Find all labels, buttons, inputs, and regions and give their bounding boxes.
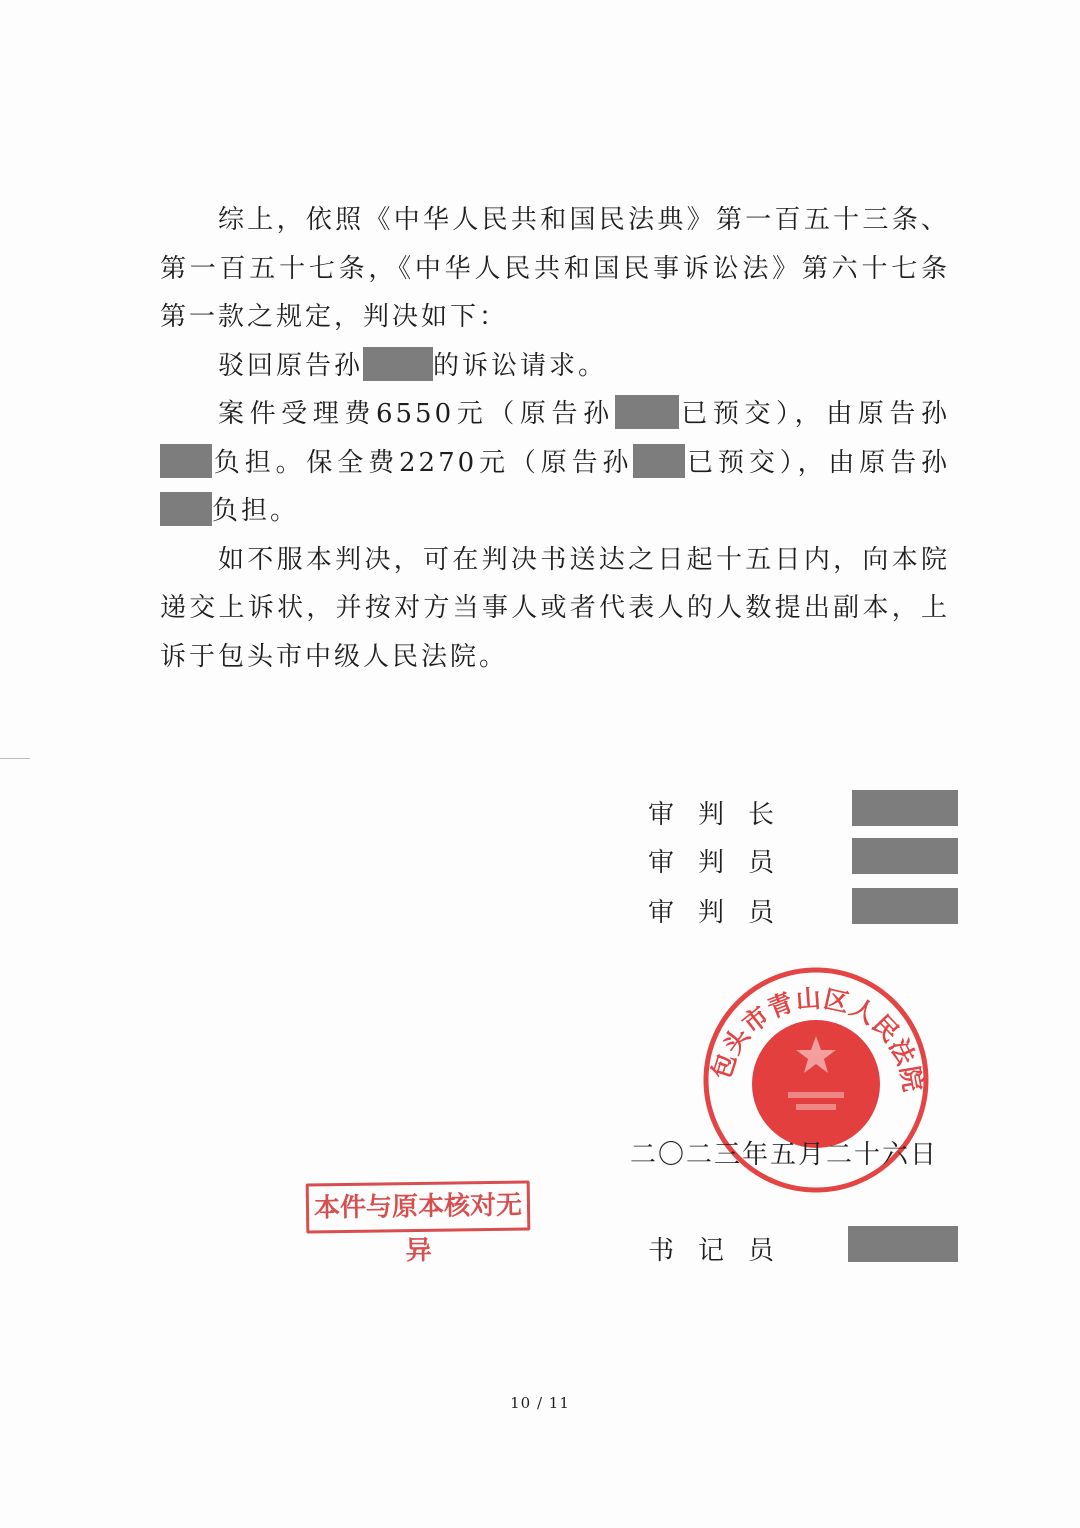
redacted-name xyxy=(160,492,212,526)
signature-clerk xyxy=(648,1226,958,1266)
judgment-date: 二〇二三年五月二十六日 xyxy=(630,1140,939,1170)
redacted-name xyxy=(160,444,212,478)
redacted-name xyxy=(852,790,958,826)
redacted-name xyxy=(363,347,433,381)
legal-basis-paragraph: 综上，依照《中华人民共和国民法典》第一百五十三条、第一百五十七条，《中华人民共和国民事诉讼法》第六十七条第一款之规定，判决如下： xyxy=(160,205,950,332)
appeal-paragraph: 如不服本判决，可在判决书送达之日起十五日内，向本院递交上诉状，并按对方当事人或者代表人的人数提出副本，上诉于包头市中级人民法院。 xyxy=(160,544,950,672)
redacted-name xyxy=(633,444,685,478)
fee-text-4: 已预交），由原告孙 xyxy=(685,447,950,478)
chief-judge-label: 审判长 xyxy=(648,800,799,830)
judgment-text xyxy=(160,196,950,681)
redacted-name xyxy=(615,395,679,429)
fee-text-3: 负担。保全费2270元（原告孙 xyxy=(212,447,634,478)
page-number: 10 / 11 xyxy=(510,1394,570,1412)
fee-text-1: 案件受理费6550元（原告孙 xyxy=(218,399,615,429)
judge-label: 审判员 xyxy=(648,848,799,878)
signature-judge-1 xyxy=(648,838,958,878)
judge-label: 审判员 xyxy=(648,898,799,928)
verdict-text-start: 驳回原告孙 xyxy=(218,350,364,381)
seal-text: 包头市青山区人民法院 xyxy=(706,983,928,1095)
fee-text-2: 已预交），由原告孙 xyxy=(678,399,950,429)
signature-judge-2 xyxy=(648,888,958,928)
redacted-name xyxy=(848,1226,958,1262)
redacted-name xyxy=(852,888,958,924)
fold-mark xyxy=(0,758,30,759)
fee-text-5: 负担。 xyxy=(212,496,300,526)
signature-chief-judge xyxy=(648,790,958,830)
certified-copy-stamp: 本件与原本核对无异 xyxy=(306,1180,531,1233)
redacted-name xyxy=(852,838,958,874)
verdict-text-end: 的诉讼请求。 xyxy=(433,350,608,381)
clerk-label: 书记员 xyxy=(648,1236,799,1266)
verdict-paragraph xyxy=(160,342,950,391)
fees-paragraph xyxy=(160,390,950,536)
